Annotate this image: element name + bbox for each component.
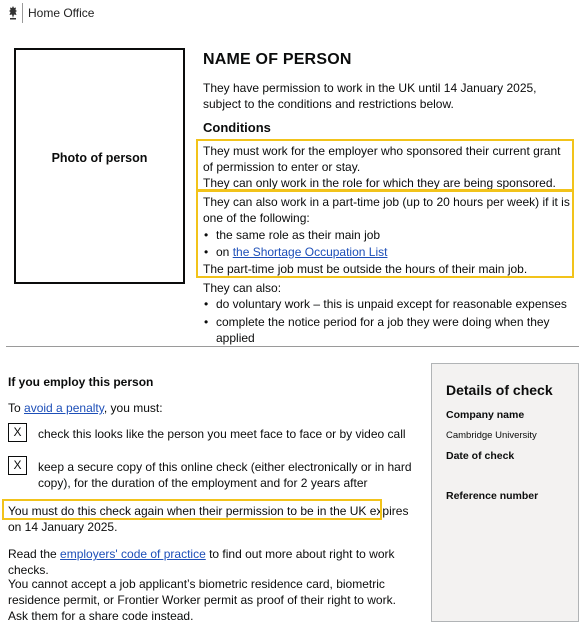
also-voluntary-work: do voluntary work – this is unpaid except for reasonable expenses [216,297,567,311]
company-name-label: Company name [446,409,525,421]
must-line [8,400,163,416]
also-list [203,296,581,349]
organisation-name: Home Office [28,5,95,20]
list-item [203,296,581,312]
must-suffix: , you must: [103,401,163,415]
check-face-to-face-text: check this looks like the person you meet face to face or by video call [38,427,406,441]
checkbox-secure-copy[interactable]: X [8,456,27,475]
page-header [8,2,94,24]
must-prefix: To [8,401,25,415]
photo-label: Photo of person [51,151,148,165]
also-notice-period: complete the notice period for a job they were doing when they applied [216,315,550,346]
condition-sponsor-employer: They must work for the employer who sponsored their current grant of permission to enter or stay. [203,144,561,175]
highlight-box-sponsorship [196,139,574,191]
section-divider [6,346,579,347]
list-item [203,314,581,346]
part-time-option-same-role: the same role as their main job [216,228,381,243]
details-title: Details of check [446,382,553,398]
part-time-intro: They can also work in a part-time job (up to 20 hours per week) if it is one of the following: [203,195,570,226]
avoid-penalty-link[interactable]: avoid a penalty [24,401,104,415]
person-name-title: NAME OF PERSON [203,51,352,68]
date-of-check-label: Date of check [446,450,515,462]
check-again-date: on 14 January 2025. [8,520,118,535]
code-of-practice-line [8,546,428,578]
conditions-heading: Conditions [203,120,271,135]
condition-sponsored-role: They can only work in the role for which they are being sponsored. [203,176,556,190]
employers-code-of-practice-link[interactable]: employers' code of practice [60,547,206,561]
practice-suffix: to find out more about right to work checks. [8,547,395,578]
check-secure-copy-text: keep a secure copy of this online check (either electronically or in hard copy), for the duration of the employment and for 2 years after [38,460,412,491]
practice-prefix: Read the [8,547,61,561]
royal-crest-icon [8,6,18,20]
permission-text: They have permission to work in the UK until 14 January 2025, subject to the conditions and restrictions below. [203,81,537,112]
checkbox-face-to-face[interactable]: X [8,423,27,442]
reference-number-label: Reference number [446,490,539,502]
biometric-warning-text: You cannot accept a job applicant’s biometric residence card, biometric residence permit, or Frontier Worker permit as proof of their right to work. Ask them for a share code instead. [8,577,396,624]
also-heading: They can also: [203,281,282,295]
company-name-value: Cambridge University [446,430,537,441]
photo-placeholder [14,48,185,284]
header-divider [22,3,23,23]
check-again-highlighted: You must do this check again when their permission to be in the UK expires [8,504,409,518]
shortage-occupation-list-link[interactable]: the Shortage Occupation List [232,244,388,259]
highlight-box-part-time [196,190,574,278]
highlight-box-check-again [2,499,382,520]
part-time-outro: The part-time job must be outside the hours of their main job. [203,261,528,276]
part-time-option-prefix: on [216,244,233,259]
employ-heading: If you employ this person [8,375,154,389]
